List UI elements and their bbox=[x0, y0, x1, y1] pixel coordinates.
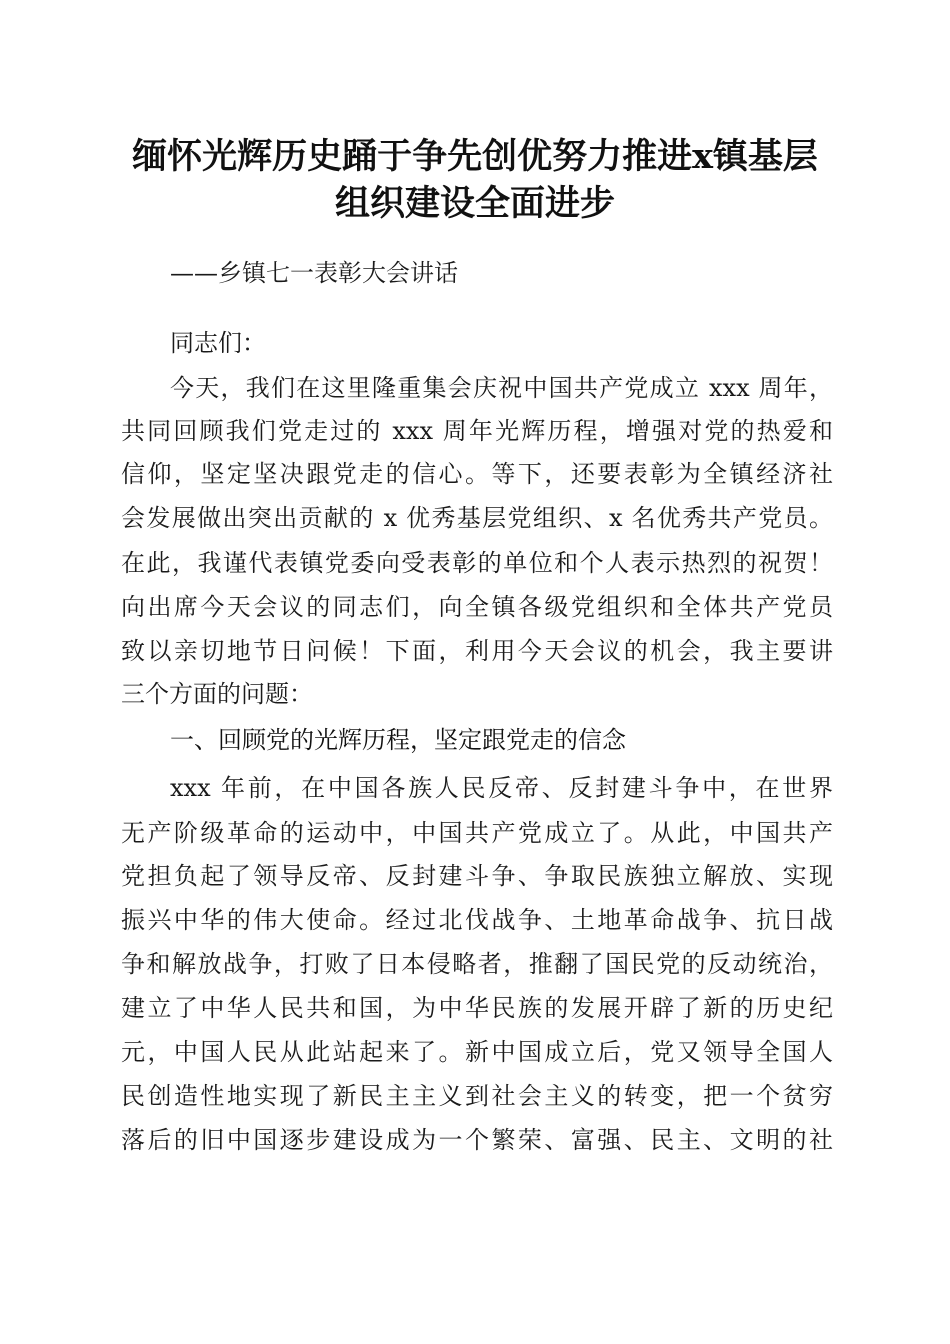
section-1-line: 建立了中华人民共和国，为中华民族的发展开辟了新的历史纪 bbox=[121, 994, 833, 1022]
document-subtitle: ——乡镇七一表彰大会讲话 bbox=[170, 259, 458, 287]
salutation: 同志们： bbox=[170, 329, 266, 357]
section-1-line: 振兴中华的伟大使命。经过北伐战争、土地革命战争、抗日战 bbox=[121, 906, 833, 934]
intro-line: 三个方面的问题： bbox=[121, 680, 313, 708]
document-title-line-1: 缅怀光辉历史踊于争先创优努力推进x镇基层 bbox=[132, 136, 818, 177]
section-1-line: 争和解放战争，打败了日本侵略者，推翻了国民党的反动统治， bbox=[121, 950, 833, 978]
section-1-line: 无产阶级革命的运动中，中国共产党成立了。从此，中国共产 bbox=[121, 819, 833, 847]
section-1-heading: 一、回顾党的光辉历程，坚定跟党走的信念 bbox=[170, 726, 626, 754]
document-title-line-2: 组织建设全面进步 bbox=[334, 183, 615, 224]
intro-line: 共同回顾我们党走过的 xxx 周年光辉历程，增强对党的热爱和 bbox=[121, 417, 833, 445]
intro-line: 在此，我谨代表镇党委向受表彰的单位和个人表示热烈的祝贺！ bbox=[121, 549, 833, 577]
intro-line: 会发展做出突出贡献的 x 优秀基层党组织、x 名优秀共产党员。 bbox=[121, 504, 833, 532]
intro-line: 今天，我们在这里隆重集会庆祝中国共产党成立 xxx 周年， bbox=[170, 374, 833, 402]
section-1-line: 党担负起了领导反帝、反封建斗争、争取民族独立解放、实现 bbox=[121, 862, 833, 890]
section-1-line: 民创造性地实现了新民主主义到社会主义的转变，把一个贫穷 bbox=[121, 1082, 833, 1110]
section-1-line: 落后的旧中国逐步建设成为一个繁荣、富强、民主、文明的社 bbox=[121, 1126, 833, 1154]
intro-line: 信仰，坚定坚决跟党走的信心。等下，还要表彰为全镇经济社 bbox=[121, 460, 833, 488]
intro-line: 致以亲切地节日问候！下面，利用今天会议的机会，我主要讲 bbox=[121, 637, 833, 665]
section-1-line: xxx 年前，在中国各族人民反帝、反封建斗争中，在世界 bbox=[170, 774, 833, 802]
section-1-line: 元，中国人民从此站起来了。新中国成立后，党又领导全国人 bbox=[121, 1038, 833, 1066]
intro-line: 向出席今天会议的同志们，向全镇各级党组织和全体共产党员 bbox=[121, 593, 833, 621]
